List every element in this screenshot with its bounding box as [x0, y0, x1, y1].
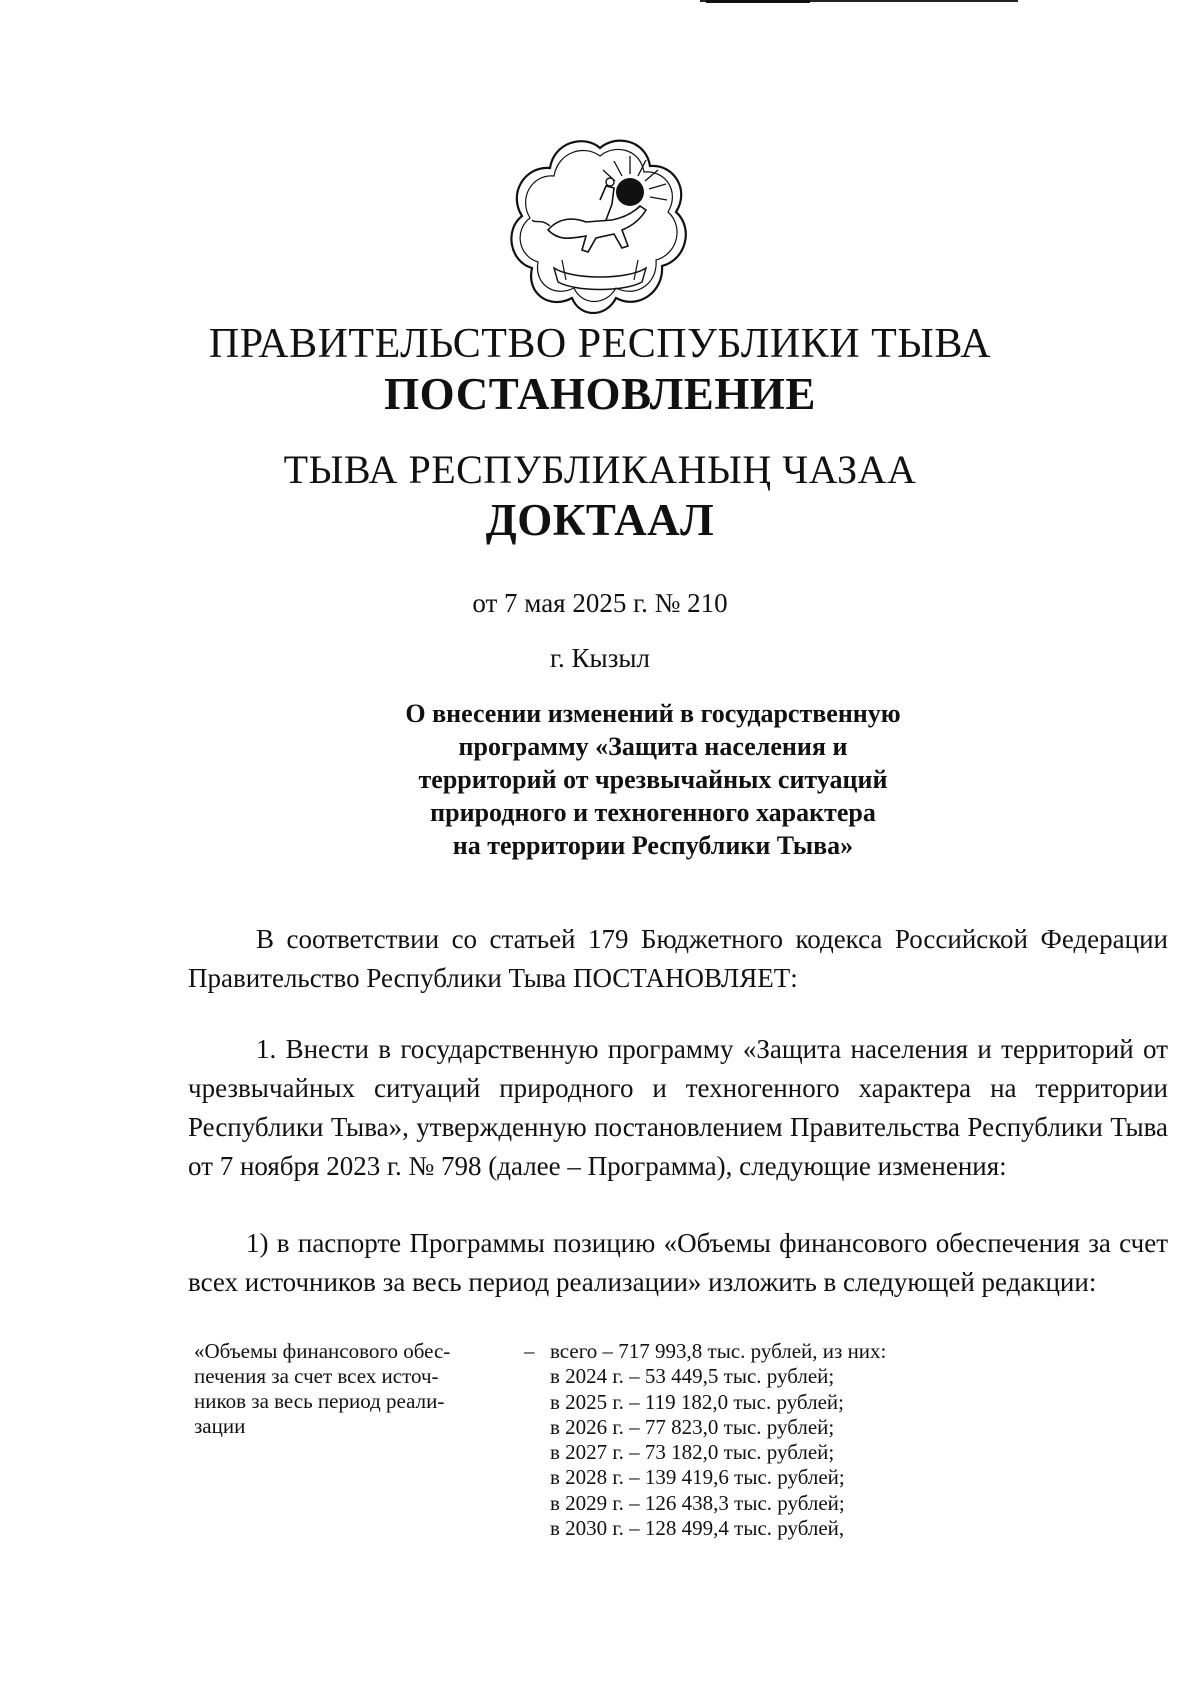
preamble-text: В соответствии со статьей 179 Бюджетного кодекса Российской Федерации Правительство Республики Тыва ПОСТАНОВЛЯЕТ: — [188, 924, 1168, 993]
document-type-tyvan: ДОКТААЛ — [485, 495, 715, 545]
document-city: г. Кызыл — [550, 643, 650, 673]
label-line: «Объемы финансового обес- — [194, 1339, 451, 1363]
document-subject — [368, 697, 938, 862]
subitem-1-paragraph — [188, 1224, 1168, 1302]
funding-line: в 2024 г. – 53 449,5 тыс. рублей; — [550, 1364, 835, 1389]
funding-line: в 2029 г. – 126 438,3 тыс. рублей; — [550, 1490, 845, 1515]
passport-position-label — [194, 1339, 504, 1439]
funding-line: в 2028 г. – 139 419,6 тыс. рублей; — [550, 1465, 845, 1490]
funding-line: в 2025 г. – 119 182,0 тыс. рублей; — [550, 1389, 844, 1414]
subject-line: на территории Республики Тыва» — [452, 831, 854, 860]
funding-line: всего – 717 993,8 тыс. рублей, из них: — [550, 1339, 887, 1363]
item-1-text: 1. Внести в государственную программу «Защита населения и территорий от чрезвычайных ситуаций природного и техногенного характера на территории Республики Тыва», утвержденную постановлением Правительства Республики Тыва от 7 ноября 2023 г. № 798 (далее – Программа), следующие изменения: — [188, 1034, 1168, 1181]
subitem-1-text: 1) в паспорте Программы позицию «Объемы финансового обеспечения за счет всех источников за весь период реализации» изложить в следующей редакции: — [188, 1228, 1168, 1297]
funding-line: в 2026 г. – 77 823,0 тыс. рублей; — [550, 1414, 835, 1439]
top-edge-line-mark — [706, 0, 810, 3]
subject-line: О внесении изменений в государственную — [405, 699, 901, 728]
subject-line: территорий от чрезвычайных ситуаций — [418, 765, 888, 794]
funding-line: в 2027 г. – 73 182,0 тыс. рублей; — [550, 1440, 835, 1465]
label-line: ников за весь период реали- — [194, 1389, 445, 1413]
document-type-ru: ПОСТАНОВЛЕНИЕ — [384, 369, 816, 419]
government-name-ru: ПРАВИТЕЛЬСТВО РЕСПУБЛИКИ ТЫВА — [208, 321, 992, 367]
tuva-emblem-icon — [510, 134, 690, 314]
item-1-paragraph — [188, 1030, 1168, 1186]
subject-line: природного и техногенного характера — [430, 798, 876, 827]
subject-line: программу «Защита населения и — [458, 732, 848, 761]
label-line: печения за счет всех источ- — [194, 1364, 439, 1388]
government-name-tyvan: ТЫВА РЕСПУБЛИКАНЫҢ ЧАЗАА — [283, 447, 917, 492]
label-line: зации — [194, 1414, 246, 1438]
passport-separator-dash: – — [524, 1339, 535, 1363]
preamble-paragraph — [188, 920, 1168, 998]
passport-funding-values — [550, 1339, 886, 1541]
document-date-number: от 7 мая 2025 г. № 210 — [472, 588, 728, 618]
funding-line: в 2030 г. – 128 499,4 тыс. рублей, — [550, 1516, 845, 1541]
